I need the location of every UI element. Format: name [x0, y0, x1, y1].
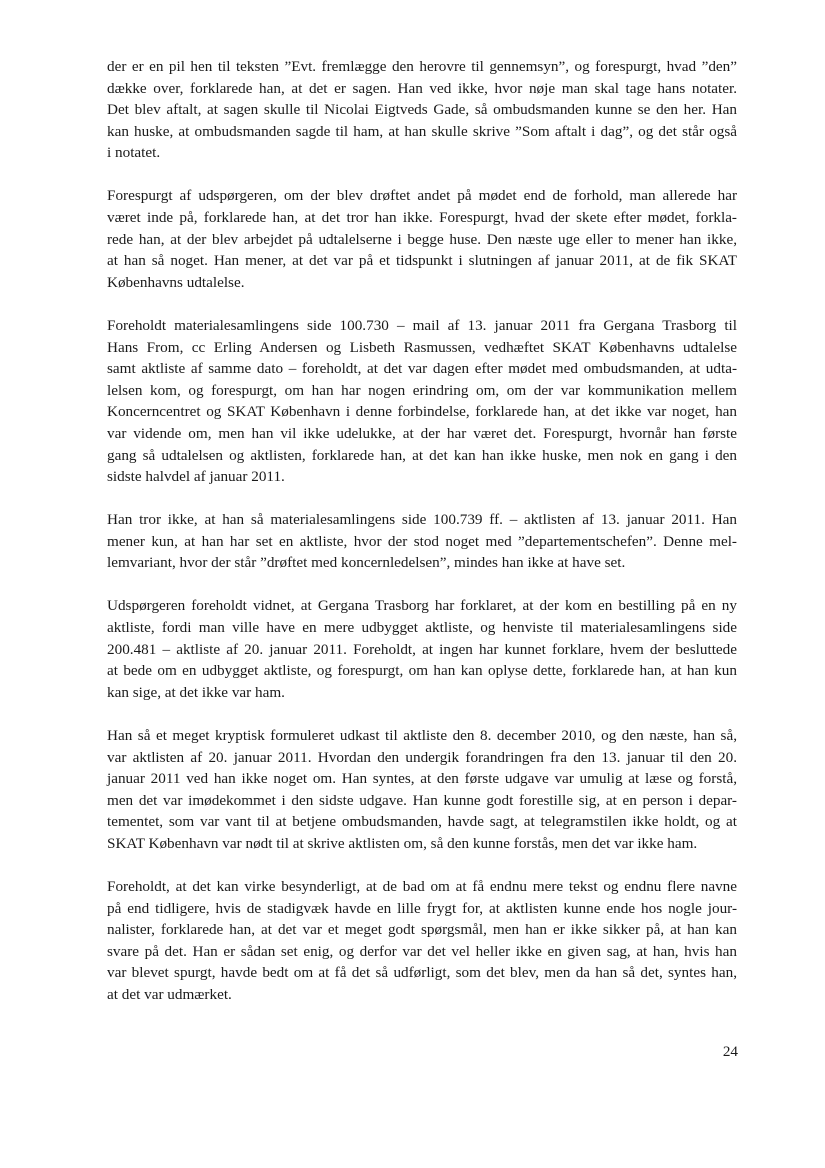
paragraph-2	[107, 185, 737, 293]
paragraph-4	[107, 509, 737, 574]
text-line: var vidende om, men han vil ikke udelukke, at der har været det. Forespurgt, hvornår han første	[107, 424, 737, 442]
text-line: samt aktliste af samme dato – foreholdt, at det var dagen efter mødet med ombudsmanden, at udta-	[107, 360, 737, 378]
paragraph-5	[107, 595, 737, 703]
text-line: dække over, forklarede han, at det er sagen. Han ved ikke, hvor nøje man skal tage hans notater.	[107, 79, 737, 97]
text-line: 200.481 – aktliste af 20. januar 2011. Foreholdt, at ingen har kunnet forklare, hvem der besluttede	[107, 640, 737, 658]
paragraph-6	[107, 725, 737, 855]
text-line: SKAT København var nødt til at skrive aktlisten om, så den kunne forstås, men det var ikke ham.	[107, 834, 698, 852]
text-line: var blevet spurgt, havde bedt om at få det så udførligt, som det blev, men da han så det, syntes han,	[107, 964, 737, 982]
text-line: Hans From, cc Erling Andersen og Lisbeth Rasmussen, vedhæftet SKAT Københavns udtalelse	[107, 338, 737, 356]
text-line: Koncerncentret og SKAT København i denne forbindelse, forklarede han, at det ikke var noget, han	[107, 403, 737, 421]
text-line: lemvariant, hvor der står ”drøftet med koncernledelsen”, mindes han ikke at have set.	[107, 554, 626, 572]
text-line: men det var imødekommet i den sidste udgave. Han kunne godt forestille sig, at en person i depar-	[107, 791, 737, 809]
paragraph-3	[107, 315, 737, 488]
paragraph-7	[107, 876, 737, 1006]
text-line: Udspørgeren foreholdt vidnet, at Gergana Trasborg har forklaret, at der kom en bestilling på en ny	[107, 597, 737, 615]
text-line: Foreholdt, at det kan virke besynderligt, at de bad om at få endnu mere tekst og endnu flere navne	[107, 878, 737, 895]
text-line: nalister, forklarede han, at det var et meget godt spørgsmål, men han er ikke sikker på, at han kan	[107, 921, 737, 939]
text-line: gang så udtalelsen og aktlisten, forklarede han, at det kan han ikke huske, men nok en gang i den	[107, 446, 737, 464]
text-line: der er en pil hen til teksten ”Evt. fremlægge den herovre til gennemsyn”, og forespurgt, hvad ”den”	[107, 58, 737, 75]
text-line: Københavns udtalelse.	[107, 273, 245, 291]
text-line: sidste halvdel af januar 2011.	[107, 468, 285, 486]
body-text	[107, 56, 737, 1027]
text-line: mener kun, at han har set en aktliste, hvor der stod noget med ”departementschefen”. Denne mel-	[107, 532, 737, 550]
text-line: at han så noget. Han mener, at det var på et tidspunkt i slutningen af januar 2011, at de fik SKAT	[107, 252, 737, 270]
paragraph-1	[107, 56, 737, 164]
text-line: været inde på, forklarede han, at det tror han ikke. Forespurgt, hvad der skete efter mødet, forkla-	[107, 209, 737, 227]
text-line: Foreholdt materialesamlingens side 100.730 – mail af 13. januar 2011 fra Gergana Trasborg til	[107, 316, 737, 334]
page-number: 24	[722, 1043, 738, 1060]
text-line: var aktlisten af 20. januar 2011. Hvordan den undergik forandringen fra den 13. januar til den 20.	[107, 748, 737, 766]
text-line: tementet, som var vant til at betjene ombudsmanden, havde sagt, at telegramstilen ikke holdt, og at	[107, 813, 737, 831]
text-line: Det blev aftalt, at sagen skulle til Nicolai Eigtveds Gade, så ombudsmanden kunne se den her. Han	[107, 101, 737, 119]
text-line: kan sige, at det ikke var ham.	[107, 683, 285, 701]
text-line: januar 2011 ved han ikke noget om. Han syntes, at den første udgave var umulig at læse og forstå,	[107, 770, 737, 788]
text-line: at det var udmærket.	[107, 985, 232, 1003]
text-line: rede han, at der blev arbejdet på udtalelserne i begge huse. Den næste uge eller to mener han ikke,	[107, 230, 737, 248]
text-line: Han så et meget kryptisk formuleret udkast til aktliste den 8. december 2010, og den næste, han så,	[107, 726, 737, 744]
text-line: i notatet.	[107, 144, 161, 162]
text-line: svare på det. Han er sådan set enig, og derfor var det vel heller ikke en given sag, at han, hvis han	[107, 942, 737, 960]
text-line: Han tror ikke, at han så materialesamlingens side 100.739 ff. – aktlisten af 13. januar 2011. Han	[107, 511, 737, 529]
text-line: aktliste, fordi man ville have en mere udbygget aktliste, og henviste til materialesamlingens side	[107, 619, 737, 637]
text-line: at bede om en udbygget aktliste, og forespurgt, om han kan oplyse dette, forklarede han, at han kun	[107, 662, 737, 680]
text-line: lelsen kom, og forespurgt, om han har nogen erindring om, om der var kommunikation mellem	[107, 381, 737, 399]
text-line: kan huske, at ombudsmanden sagde til ham, at han skulle skrive ”Som aftalt i dag”, og det står også	[107, 122, 737, 140]
text-line: på end tidligere, hvis de stadigvæk havde en lille frygt for, at aktlisten kunne ende hos nogle jour-	[107, 899, 737, 917]
text-line: Forespurgt af udspørgeren, om der blev drøftet andet på mødet end de forhold, man allerede har	[107, 187, 737, 205]
